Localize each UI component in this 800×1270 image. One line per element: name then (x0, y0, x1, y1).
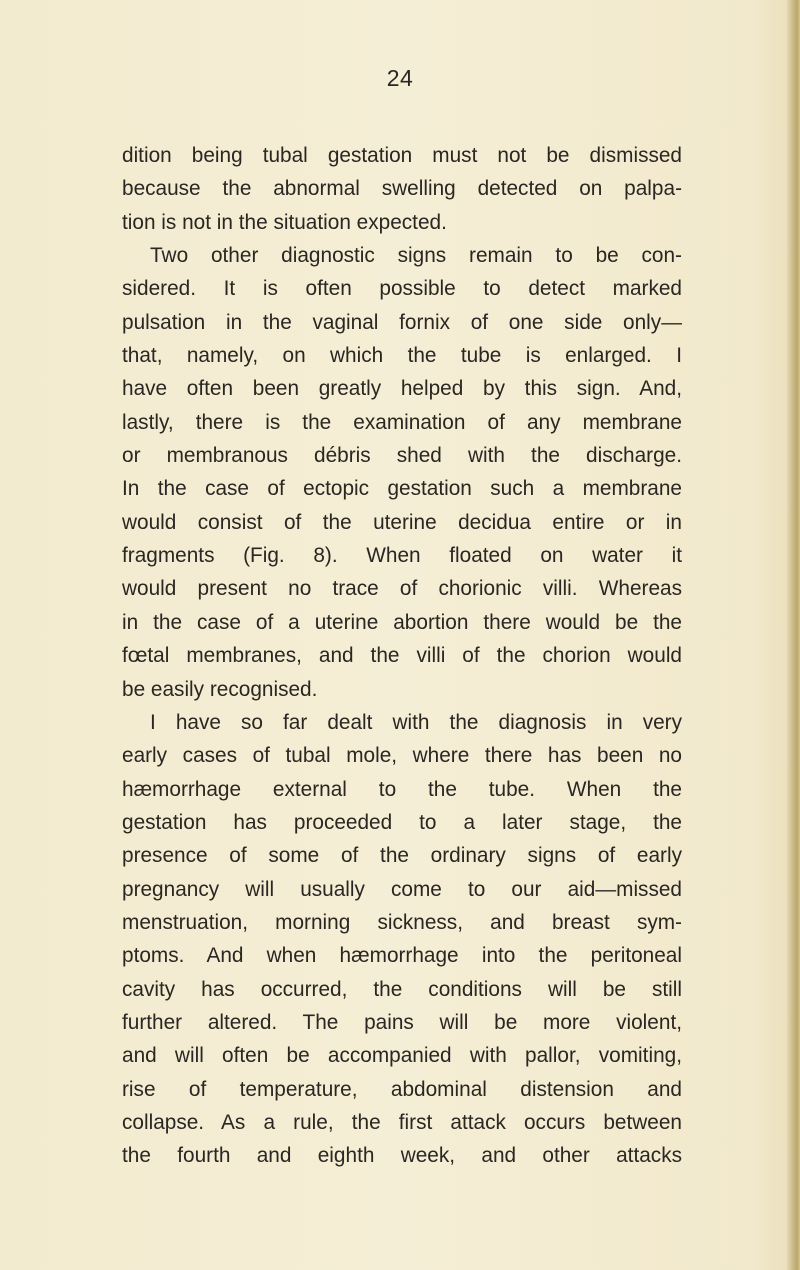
text-line: sidered. It is often possible to detect marked (122, 277, 682, 301)
page-number: 24 (386, 65, 414, 91)
text-line: fœtal membranes, and the villi of the chorion would (122, 644, 682, 668)
text-line: pregnancy will usually come to our aid—missed (122, 877, 682, 901)
text-line: would consist of the uterine decidua entire or in (122, 510, 682, 534)
text-line: because the abnormal swelling detected on palpa- (122, 177, 682, 201)
text-line: ptoms. And when hæmorrhage into the peritoneal (122, 944, 682, 968)
page-edge-shadow (786, 0, 800, 1270)
text-line: fragments (Fig. 8). When floated on water it (122, 544, 682, 568)
text-line: further altered. The pains will be more violent, (122, 1010, 682, 1034)
text-line: In the case of ectopic gestation such a membrane (122, 477, 682, 501)
text-line: hæmorrhage external to the tube. When the (122, 777, 682, 801)
text-line: that, namely, on which the tube is enlarged. I (122, 344, 682, 368)
text-line: the fourth and eighth week, and other attacks (122, 1144, 682, 1168)
text-line: in the case of a uterine abortion there would be the (122, 610, 682, 634)
text-line: early cases of tubal mole, where there has been no (122, 744, 682, 768)
text-line: have often been greatly helped by this sign. And, (122, 377, 682, 401)
text-line: would present no trace of chorionic villi. Whereas (122, 577, 682, 601)
text-line: gestation has proceeded to a later stage, the (122, 810, 682, 834)
text-line: rise of temperature, abdominal distension and (122, 1077, 682, 1101)
text-line: pulsation in the vaginal fornix of one side only— (122, 310, 682, 334)
text-line: collapse. As a rule, the first attack occurs between (122, 1110, 682, 1134)
text-line: tion is not in the situation expected. (122, 210, 447, 234)
body-text (122, 139, 682, 1173)
text-line: lastly, there is the examination of any membrane (122, 410, 682, 434)
text-line: Two other diagnostic signs remain to be con- (150, 244, 682, 268)
text-line: menstruation, morning sickness, and breast sym- (122, 910, 682, 934)
text-line: cavity has occurred, the conditions will be still (122, 977, 682, 1001)
text-line: or membranous débris shed with the discharge. (122, 444, 682, 468)
text-line: dition being tubal gestation must not be dismissed (122, 144, 682, 167)
text-line: presence of some of the ordinary signs of early (122, 844, 682, 868)
text-line: I have so far dealt with the diagnosis in very (150, 710, 682, 734)
text-line: and will often be accompanied with pallor, vomiting, (122, 1044, 682, 1068)
text-line: be easily recognised. (122, 677, 318, 701)
